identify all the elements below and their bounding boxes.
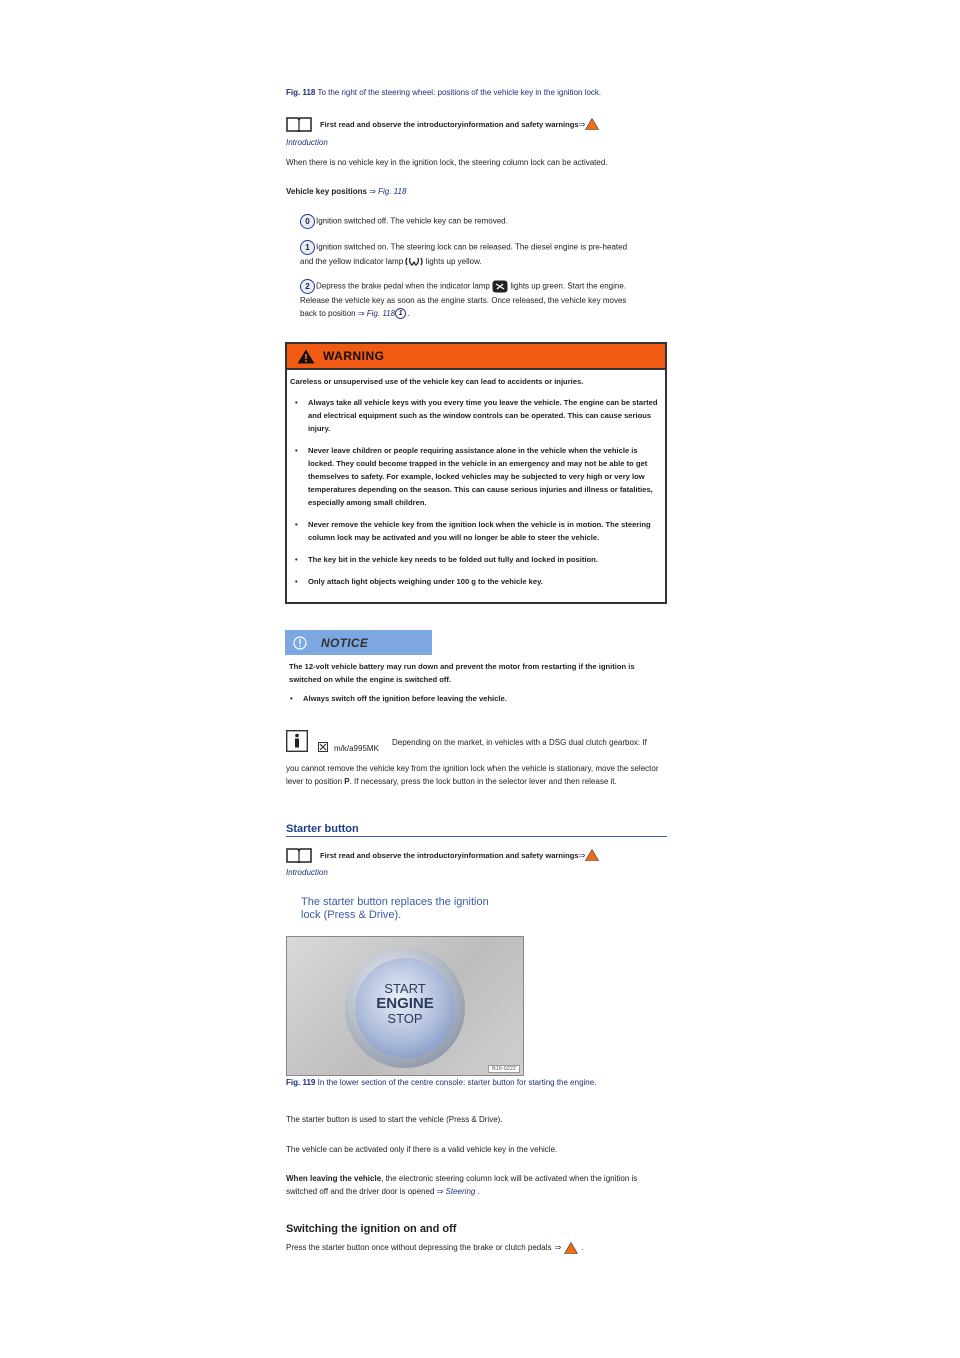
- read-notice-1-text: First read and observe the introductoryinformation and safety warnings: [320, 119, 579, 129]
- fig119-caption: [286, 1078, 886, 1087]
- fig119-caption-text: In the lower section of the centre console: starter button for starting the engine.: [317, 1078, 597, 1087]
- position-0-badge: 0: [300, 214, 315, 229]
- warning-item: • Never leave children or people requiring assistance alone in the vehicle when the vehicle is locked. They could become trapped in the vehicle in an emergency and may not be able to get themselves to safety. For example, locked vehicles may be subjected to very high or very low temperatures depending on the season. This can cause serious injuries and illness or fatalities, especially among small children.: [290, 444, 661, 509]
- button-label-stop: STOP: [387, 1011, 423, 1026]
- position-1-text-a: Ignition switched on. The steering lock can be released. The diesel engine is pre-heated: [316, 242, 628, 252]
- para-leaving: [286, 1172, 670, 1198]
- notice-title: NOTICE: [321, 635, 369, 650]
- position-2-text-b: lights up green. Start the engine.: [510, 281, 626, 291]
- warning-item: • Never remove the vehicle key from the ignition lock when the vehicle is in motion. The steering column lock may be activated and you will no longer be able to steer the vehicle.: [290, 518, 661, 544]
- switching-end: .: [581, 1243, 584, 1252]
- switching-text: Press the starter button once without depressing the brake or clutch pedals: [286, 1243, 552, 1252]
- position-2-text-d: back to position: [300, 309, 356, 318]
- fig119-label: Fig. 119: [286, 1078, 316, 1087]
- section-divider: [286, 836, 667, 837]
- warning-intro: Careless or unsupervised use of the vehicle key can lead to accidents or injuries.: [290, 377, 584, 386]
- para-start-2: The vehicle can be activated only if there is a valid vehicle key in the vehicle.: [286, 1145, 558, 1154]
- fig118-label: Fig. 118: [286, 88, 316, 97]
- info-text-first: Depending on the market, in vehicles with a DSG dual clutch gearbox: If: [392, 738, 647, 747]
- position-1-badge: 1: [300, 240, 315, 255]
- position-1-text-c: lights up yellow.: [425, 257, 482, 266]
- fig118-caption-text: To the right of the steering wheel: positions of the vehicle key in the ignition lock.: [317, 88, 602, 97]
- para-start-1: The starter button is used to start the vehicle (Press & Drive).: [286, 1115, 503, 1124]
- info-text-rest: [286, 762, 666, 788]
- read-notice-1-arrow: ⇒: [578, 119, 586, 129]
- book-icon: [286, 847, 312, 863]
- warning-item: • Only attach light objects weighing under 100 g to the vehicle key.: [290, 575, 661, 588]
- notice-item: • Always switch off the ignition before leaving the vehicle.: [285, 692, 665, 705]
- brake-pedal-indicator-icon: [492, 280, 508, 293]
- warning-triangle-icon[interactable]: [585, 118, 599, 130]
- key-positions-heading: [286, 185, 406, 198]
- notice-icon: [293, 636, 307, 650]
- switching-arrow: ⇒: [554, 1243, 562, 1252]
- read-notice-1-link[interactable]: Introduction: [286, 138, 328, 147]
- photo-code: B16-0222: [488, 1065, 520, 1073]
- fig118-caption: [286, 88, 886, 97]
- position-2-badge: 2: [300, 279, 315, 294]
- starter-intro: The starter button replaces the ignition lock (Press & Drive).: [301, 896, 489, 921]
- position-2: [300, 279, 680, 320]
- starter-button-photo: [286, 936, 524, 1076]
- leaving-text: , the electronic steering column lock will be activated when the ignition is switched off and the driver door is opened: [286, 1174, 638, 1196]
- read-notice-2: [286, 847, 599, 863]
- position-0: [300, 214, 508, 229]
- para-switching: [286, 1241, 583, 1254]
- position-2-ref[interactable]: ⇒ Fig. 118: [357, 309, 396, 318]
- warning-list: [290, 396, 661, 588]
- read-notice-2-arrow: ⇒: [578, 850, 586, 860]
- button-label: [355, 981, 455, 1026]
- notice-header: [285, 630, 432, 655]
- position-1: [300, 240, 680, 268]
- position-2-text-c: Release the vehicle key as soon as the engine starts. Once released, the vehicle key moves: [300, 296, 627, 305]
- warning-box: [285, 342, 667, 604]
- info-icon: [286, 730, 308, 752]
- warning-triangle-icon[interactable]: [564, 1242, 578, 1254]
- position-1-text-b: and the yellow indicator lamp: [300, 257, 404, 266]
- leaving-bold: When leaving the vehicle: [286, 1174, 382, 1183]
- warning-item: • Always take all vehicle keys with you every time you leave the vehicle. The engine can be started and electrical equipment such as the window controls can be operated. This can cause serious injury.: [290, 396, 661, 435]
- info-text-rest-a: you cannot remove the vehicle key from the ignition lock when the vehicle is stationary, move the selector lever to position: [286, 764, 659, 786]
- position-0-text: Ignition switched off. The vehicle key can be removed.: [316, 216, 508, 226]
- info-pos: P: [344, 777, 350, 786]
- button-label-engine: ENGINE: [376, 995, 434, 1012]
- glow-plug-icon: [405, 256, 423, 267]
- switching-title: Switching the ignition on and off: [286, 1223, 457, 1235]
- info-code: m/k/a995MK: [334, 744, 379, 753]
- position-2-end: .: [407, 309, 410, 318]
- leaving-end: .: [477, 1187, 480, 1196]
- read-notice-2-link[interactable]: Introduction: [286, 868, 328, 877]
- leaving-link[interactable]: ⇒ Steering: [436, 1187, 476, 1196]
- notice-list: [285, 692, 665, 714]
- book-icon: [286, 116, 312, 132]
- button-label-start: START: [384, 981, 426, 996]
- read-notice-1: [286, 116, 599, 132]
- warning-title: WARNING: [323, 349, 385, 363]
- notice-intro: The 12-volt vehicle battery may run down and prevent the motor from restarting if the ignition is switched on while the engine is switched off.: [289, 662, 635, 684]
- warning-item: • The key bit in the vehicle key needs to be folded out fully and locked in position.: [290, 553, 661, 566]
- position-2-text-a: Depress the brake pedal when the indicator lamp: [316, 281, 490, 291]
- warning-icon: [297, 349, 315, 364]
- para-lock: When there is no vehicle key in the ignition lock, the steering column lock can be activated.: [286, 158, 608, 167]
- position-2-ref-badge: 1: [395, 308, 406, 319]
- warning-header: [287, 344, 665, 370]
- key-positions-label: Vehicle key positions: [286, 187, 367, 196]
- info-text-rest-b: . If necessary, press the lock button in the selector lever and then release it.: [349, 777, 617, 786]
- broken-image-icon: [318, 742, 328, 752]
- warning-triangle-icon[interactable]: [585, 849, 599, 861]
- starter-section-title: Starter button: [286, 823, 359, 835]
- key-positions-ref[interactable]: ⇒ Fig. 118: [369, 187, 407, 196]
- read-notice-2-text: First read and observe the introductoryinformation and safety warnings: [320, 850, 579, 860]
